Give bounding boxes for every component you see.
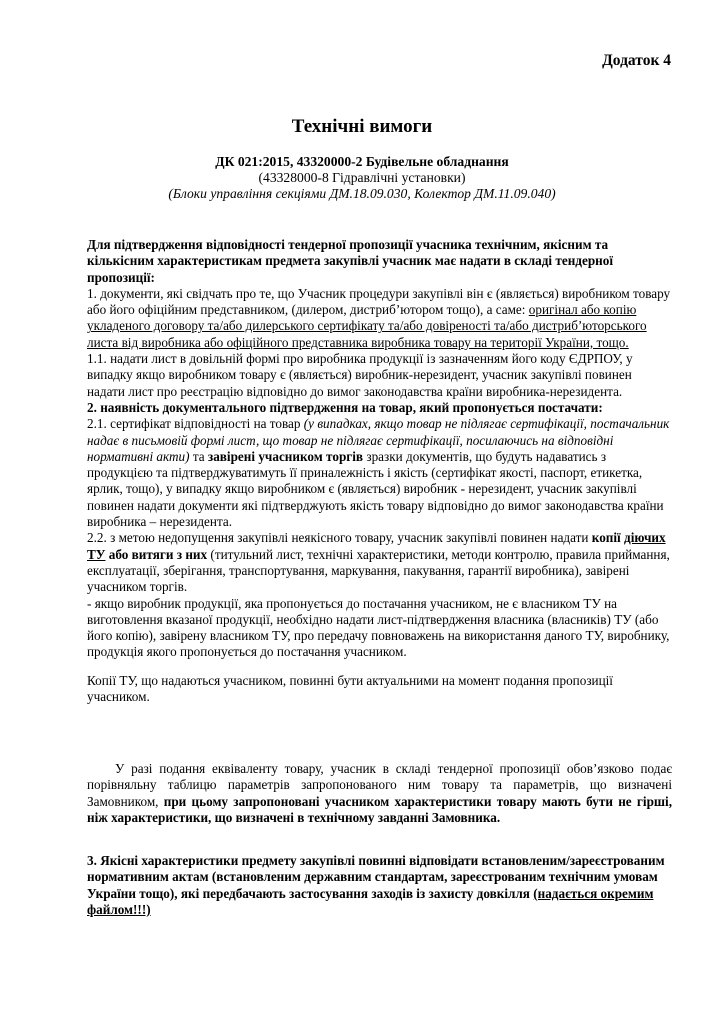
requirement-2-1-note: (у випадках, якщо товар не підлягає сертифікації, постачальник надає в письмовій формі лист, що товар не підлягає сертифікації, посилаючись на відповідні нормативні акти)	[87, 416, 670, 464]
subtitle-classifier: ДК 021:2015, 43320000-2 Будівельне обладнання	[215, 154, 509, 169]
requirement-2-2-valid-tu: діючих ТУ	[87, 530, 666, 562]
section-3-paragraph	[87, 853, 672, 918]
annex-label: Додаток 4	[602, 52, 671, 69]
subtitle-items: (Блоки управління секціями ДМ.18.09.030, Колектор ДМ.11.09.040)	[168, 186, 556, 201]
equivalent-condition: при цьому запропоновані учасником характеристики товару мають бути не гірші, ніж характеристики, що визначені в технічному завданні Замовника.	[87, 793, 672, 825]
requirement-2-1-certified: завірені учасником торгів	[207, 448, 364, 464]
requirement-2-heading: 2. наявність документального підтвердження на товар, який пропонується постачати:	[87, 399, 603, 415]
requirement-2-2	[87, 530, 672, 595]
requirement-2-3: - якщо виробник продукції, яка пропонується до постачання учасником, не є власником ТУ на виготовлення вказаної продукції, необхідно надати лист-підтвердження власника (власників) ТУ (або його копію), завірену власником ТУ, про передачу повноважень на використання даного ТУ, виробнику, продукція якого пропонується до постачання учасником.	[87, 595, 670, 660]
requirement-2-1-conj: та	[189, 448, 208, 464]
requirement-1-text: 1. документи, які свідчать про те, що Учасник процедури закупівлі він є (являється) виробником товару або його офіційним представником, (дилером, дистриб’ютором тощо), а саме:	[87, 285, 671, 318]
requirement-1-documents: оригінал або копію укладеного договору та/або дилерського сертифікату та/або довіреності та/або дистриб’юторського листа від виробника або офіційного представника виробника товару на території України, тощо.	[87, 302, 647, 350]
requirement-1	[87, 286, 672, 351]
equivalent-paragraph	[87, 761, 672, 826]
equivalent-section	[87, 761, 672, 826]
requirement-2-4: Копії ТУ, що надаються учасником, повинні бути актуальними на момент подання пропозиції учасником.	[87, 672, 613, 705]
subtitle-code: (43328000-8 Гідравлічні установки)	[258, 170, 466, 185]
section-3-separate-file: (надається окремим файлом!!!)	[87, 885, 654, 917]
page-title: Технічні вимоги	[291, 116, 433, 137]
requirement-1-1: 1.1. надати лист в довільній формі про виробника продукції із зазначенням його коду ЄДРПОУ, у випадку якщо виробником товару є (являється) виробник-нерезидент, учасник закупівлі повинен надати лист про реєстрацію відповідно до вимог законодавства країни виробника-нерезидента.	[87, 351, 633, 399]
section-3	[87, 853, 672, 918]
requirements-heading: Для підтвердження відповідності тендерної пропозиції учасника технічним, якісним та кількісним характеристикам предмета закупівлі учасник має надати в складі тендерної пропозиції:	[87, 237, 614, 285]
requirements-section	[87, 237, 672, 705]
requirement-2-2-rest: (титульний лист, технічні характеристики, методи контролю, правила приймання, експлуатації, зберігання, транспортування, маркування, пакування, гарантії виробника), завірені учасником торгів.	[87, 546, 670, 595]
requirement-2-1-text: 2.1. сертифікат відповідності на товар	[87, 416, 304, 432]
requirement-2-1-rest: зразки документів, що будуть надаватись з продукцією та підтверджуватимуть її приналежність і якість (сертифікат якості, паспорт, етикетка, ярлик, тощо), у випадку якщо виробником є (являється) виробник - нерезидент, учасник закупівлі повинен надати документи які підтверджують якість товару відповідно до вимог законодавства країни виробника – нерезидента.	[87, 448, 664, 530]
section-3-text: 3. Якісні характеристики предмету закупівлі повинні відповідати встановленим/зареєстрованим нормативним актам (встановленим державним стандартам, зареєстрованим технічним умовам України тощо), які передбачають застосування заходів із захисту довкілля	[87, 853, 665, 901]
equivalent-text: У разі подання еквіваленту товару, учасник в складі тендерної пропозиції обов’язково подає порівняльну таблицю параметрів запропонованого ним товару та параметрів, що визначені Замовником,	[87, 761, 672, 809]
requirement-2-2-text: 2.2. з метою недопущення закупівлі неякісного товару, учасник закупівлі повинен надати	[87, 530, 592, 546]
requirement-2-2-copies: копії	[591, 530, 621, 546]
requirement-2-2-extracts: або витяги з них	[105, 546, 208, 562]
requirement-2-1	[87, 416, 672, 530]
subtitle-block	[0, 154, 724, 202]
